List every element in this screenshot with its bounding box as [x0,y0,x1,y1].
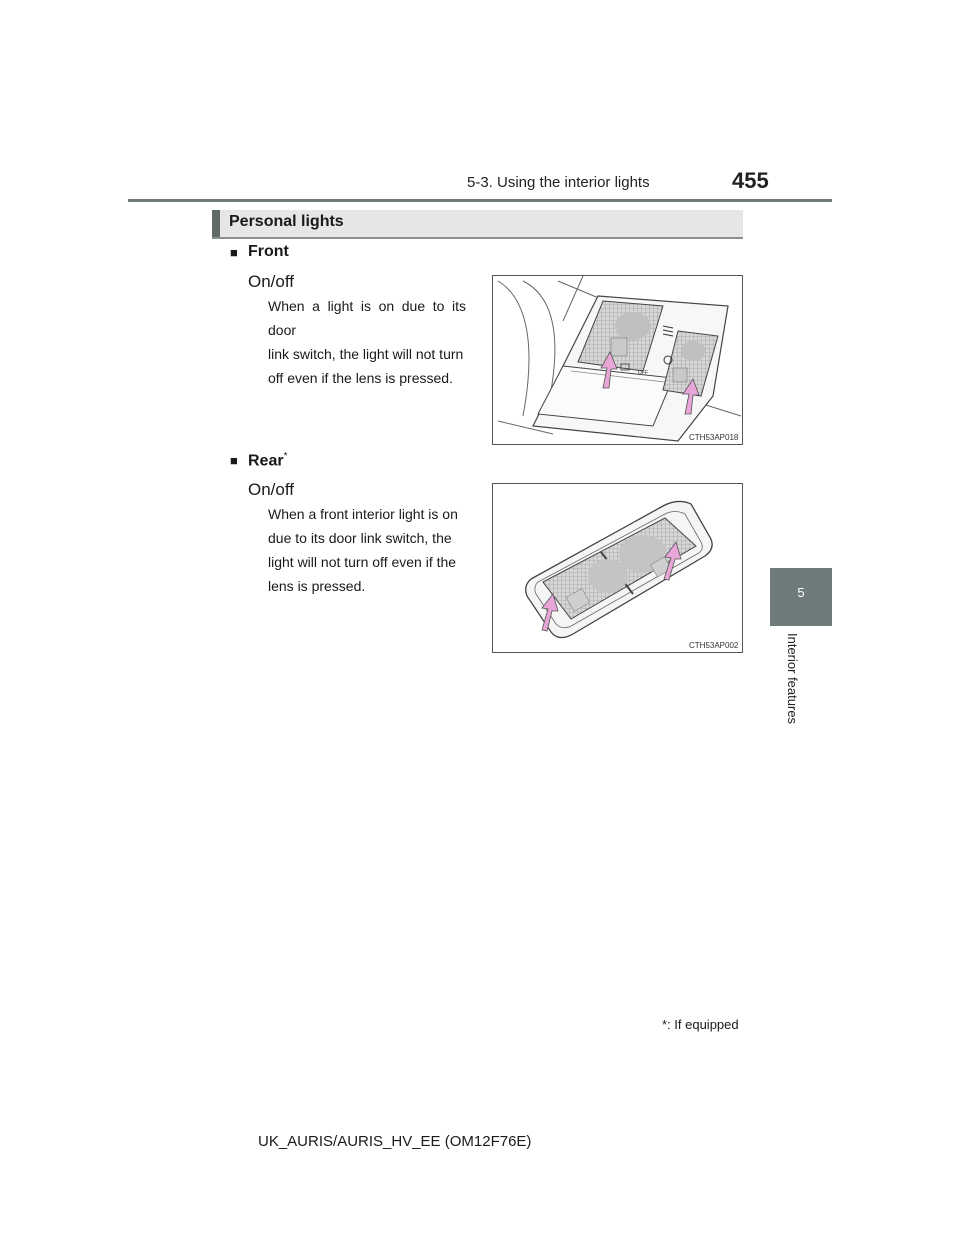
header-rule [128,199,832,202]
front-figure-code: CTH53AP018 [689,433,739,442]
section-title: 5-3. Using the interior lights [467,174,650,191]
front-note-line: link switch, the light will not turn [268,346,464,362]
off-label: OFF [638,370,648,376]
chapter-number: 5 [797,585,805,600]
rear-asterisk: * [283,451,288,462]
rear-note-line: lens is pressed. [268,578,366,594]
rear-bullet: ■ [230,453,238,468]
rear-figure-code: CTH53AP002 [689,641,739,650]
rear-note-line: due to its door link switch, the [268,530,452,546]
front-note [268,294,466,390]
rear-note-line: light will not turn off even if the [268,554,457,570]
rear-note-line: When a front interior light is on [268,506,458,522]
footer-model-code: UK_AURIS/AURIS_HV_EE (OM12F76E) [258,1133,532,1150]
front-bullet: ■ [230,245,238,260]
section-heading: Personal lights [229,213,344,230]
footnote: *: If equipped [662,1017,739,1032]
front-light-drawing [493,276,742,444]
page-number: 455 [732,168,769,193]
front-action: On/off [248,272,294,291]
rear-light-drawing [493,484,742,652]
front-light-illustration [492,275,743,445]
rear-heading-text: Rear [248,452,284,470]
rear-note [268,502,466,598]
front-heading: Front [248,243,289,260]
front-note-line: When a light is on due to its door [268,298,466,338]
rear-light-illustration [492,483,743,653]
rear-action: On/off [248,480,294,499]
front-note-line: off even if the lens is pressed. [268,370,453,386]
section-header-accent [212,210,220,237]
chapter-title: Interior features [785,633,800,725]
rear-heading [248,451,287,470]
